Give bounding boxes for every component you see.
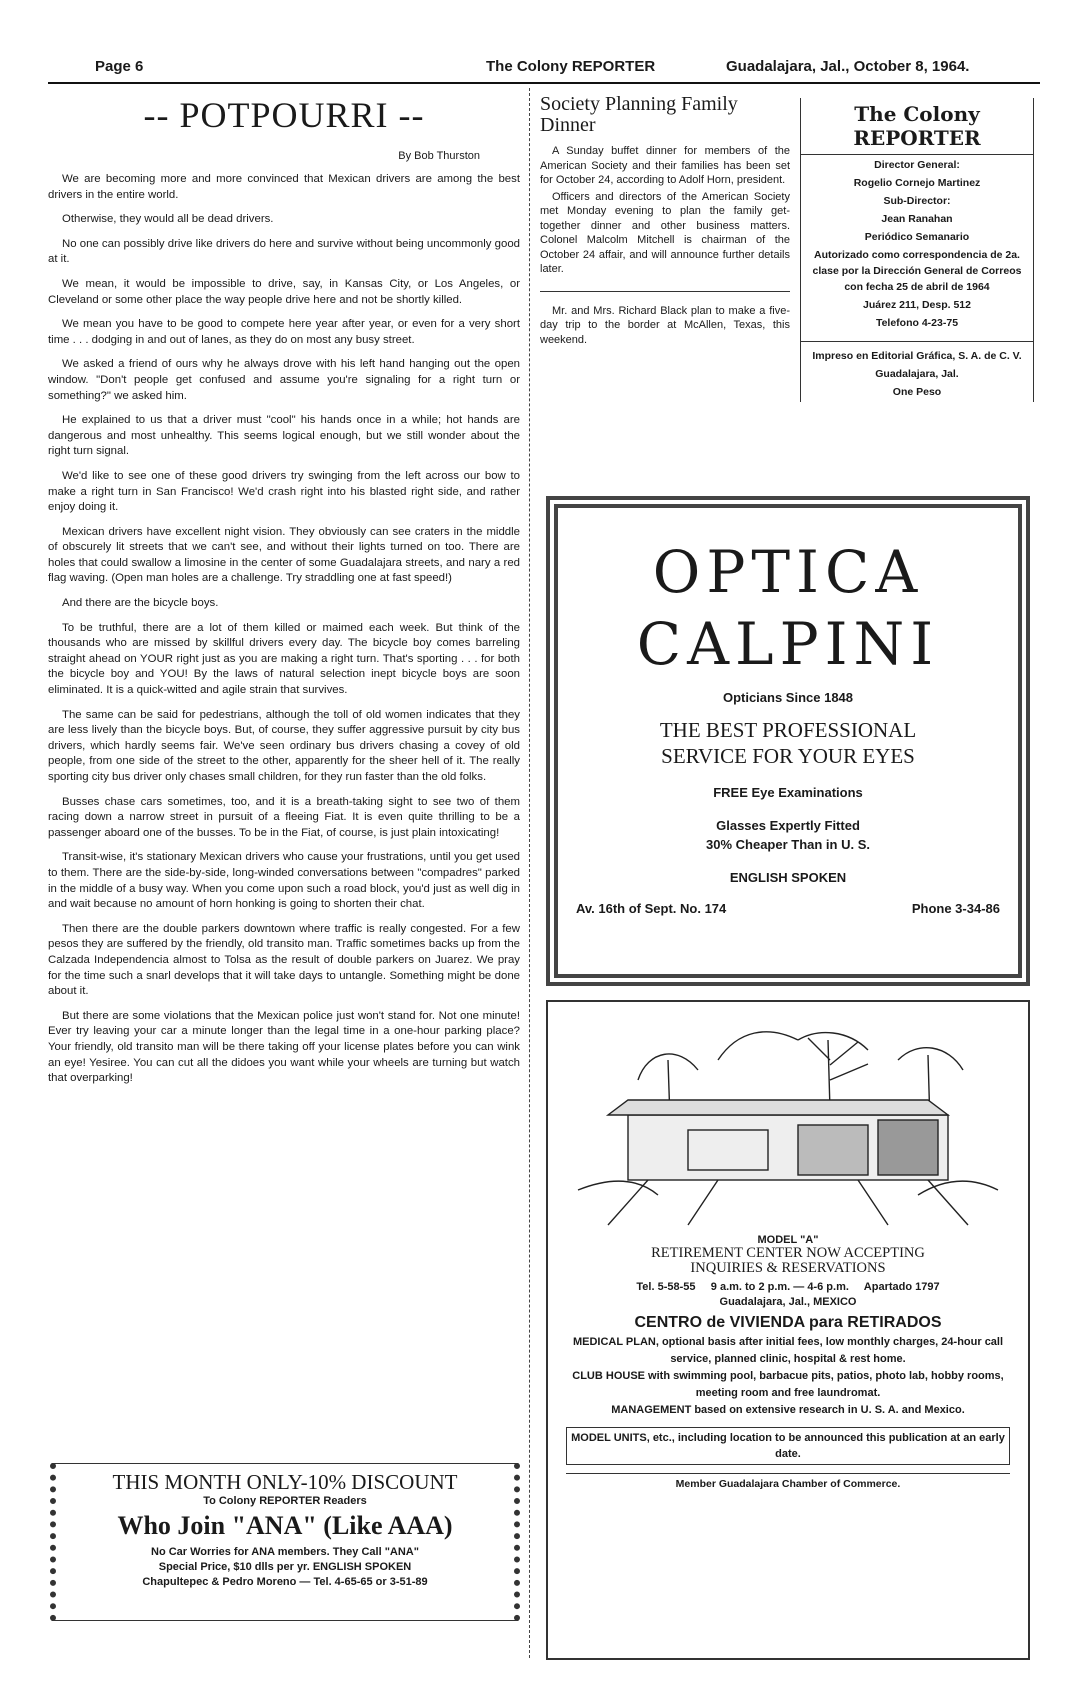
retirement-city: Guadalajara, Jal., MEXICO <box>719 1296 857 1308</box>
optica-advertisement <box>546 496 1030 986</box>
building-illustration <box>568 1020 1008 1230</box>
masthead-line: Sub-Director: <box>883 195 951 207</box>
optica-cheaper: 30% Cheaper Than in U. S. <box>706 837 870 852</box>
printer-line: Impreso en Editorial Gráfica, S. A. de C. V. <box>812 350 1022 362</box>
paragraph: We are becoming more and more convinced that Mexican drivers are among the best drivers in the entire world. <box>48 173 520 201</box>
optica-slogan: THE BEST PROFESSIONAL <box>659 718 917 742</box>
divider <box>801 341 1033 342</box>
dateline: Guadalajara, Jal., October 8, 1964. <box>726 58 970 75</box>
header-rule <box>48 82 1040 84</box>
masthead-line: Jean Ranahan <box>881 213 953 225</box>
paper-name: The Colony REPORTER <box>486 58 656 75</box>
paragraph: Mexican drivers have excellent night vision. They obviously can see craters in the middle of obscurely lit streets that we can't see, and without their lights turned on too. There are holes that could swallow a limosine in the center of some Guadalajara streets, and nary a red flag waving. (Open man holes are a challenge. Try straddling one at fast speed!) <box>48 525 520 585</box>
ana-line: Special Price, $10 dlls per yr. ENGLISH SPOKEN <box>158 1561 412 1573</box>
model-units-notice: MODEL UNITS, etc., including location to be announced this publication at an early date. <box>566 1427 1010 1465</box>
paragraph: We'd like to see one of these good drivers try swinging from the left across our bow to make a right turn in San Francisco! We'd crash right into his blasted right side, and rather enjoy doing it. <box>48 469 520 514</box>
optica-phone: Phone 3-34-86 <box>911 901 1000 916</box>
paragraph: He explained to us that a driver must "cool" his hands once in a while; hot hands are dangerous and most unhealthy. This seems logical enough, but we still wonder about the right turn signal. <box>48 414 520 458</box>
optica-free-exam: FREE Eye Examinations <box>713 785 863 800</box>
club-house: CLUB HOUSE with swimming pool, barbacue pits, patios, photo lab, hobby rooms, meeting room and free laundromat. <box>572 1370 1004 1399</box>
masthead-line: Telefono 4-23-75 <box>875 317 959 329</box>
paragraph: We asked a friend of ours why he always drove with his left hand hanging out the open window. "Don't people get confused and assume you're signaling for a right turn or something?" we asked him. <box>48 358 520 402</box>
paragraph: No one can possibly drive like drivers do here and survive without being uncommonly good at it. <box>48 237 520 266</box>
column-title: -- POTPOURRI -- <box>143 95 425 135</box>
paragraph: We mean, it would be impossible to drive, say, in Kansas City, or Los Angeles, or Cleveland or some other place the way people drive here and not be shortly killed. <box>48 277 520 306</box>
divider <box>540 291 790 292</box>
optica-contact <box>558 901 1018 916</box>
ana-advertisement <box>50 1463 520 1621</box>
retirement-spanish-title: CENTRO de VIVIENDA para RETIRADOS <box>634 1314 942 1331</box>
masthead-line: Periódico Semanario <box>864 231 970 243</box>
potpourri-column <box>48 88 520 1096</box>
masthead-line: Autorizado como correspondencia de 2a. clase por la Dirección General de Correos con fecha 25 de abril de 1964 <box>812 249 1022 293</box>
masthead-line: Juárez 211, Desp. 512 <box>863 299 971 311</box>
printer-line: One Peso <box>892 386 942 398</box>
optica-glasses: Glasses Expertly Fitted <box>716 818 860 833</box>
ana-discount-headline: THIS MONTH ONLY-10% DISCOUNT <box>112 1470 458 1494</box>
retirement-advertisement <box>546 1000 1030 1660</box>
masthead-title: The Colony REPORTER <box>801 98 1033 155</box>
optica-address: Av. 16th of Sept. No. 174 <box>576 901 727 916</box>
page-number: Page 6 <box>95 58 144 75</box>
column-divider <box>529 88 530 1658</box>
medical-plan: MEDICAL PLAN, optional basis after initial fees, low monthly charges, 24-hour call service, planned clinic, hospital & rest home. <box>572 1336 1004 1365</box>
calpini-name: CALPINI <box>636 610 940 678</box>
byline: By Bob Thurston <box>398 150 480 162</box>
paragraph: We mean you have to be good to compete here year after year, or even for a very short time . . . dodging in and out of lanes, as they do on most any busy street. <box>48 318 520 346</box>
society-title: Society Planning Family Dinner <box>540 93 738 136</box>
retirement-contact: Tel. 5-58-55 9 a.m. to 2 p.m. — 4-6 p.m. Apartado 1797 <box>636 1281 940 1293</box>
paragraph: A Sunday buffet dinner for members of the American Society and their families has been set for October 24, according to Adolf Horn, president. <box>540 145 790 186</box>
ana-join-headline: Who Join "ANA" (Like AAA) <box>117 1511 453 1540</box>
optica-english: ENGLISH SPOKEN <box>729 870 847 885</box>
ana-line: Chapultepec & Pedro Moreno — Tel. 4-65-65 or 3-51-89 <box>142 1576 428 1588</box>
masthead-line: Director General: <box>874 159 960 171</box>
ana-line: No Car Worries for ANA members. They Call "ANA" <box>151 1546 419 1558</box>
society-article <box>540 94 790 349</box>
ana-readers-line: To Colony REPORTER Readers <box>203 1495 367 1507</box>
retirement-headline: INQUIRIES & RESERVATIONS <box>690 1260 886 1276</box>
optica-slogan: SERVICE FOR YOUR EYES <box>661 744 915 768</box>
paragraph: Otherwise, they would all be dead drivers. <box>62 213 274 226</box>
paragraph: Busses chase cars sometimes, too, and it is a breath-taking sight to see two of them racing down a narrow street in pursuit of a fleeing Fiat. It is even quite thrilling to be a passenger aboard one of the busses. To be in the Fiat, of course, is just plain intoxicating! <box>48 795 520 839</box>
paragraph: Officers and directors of the American Society met Monday evening to plan the family get-together dinner and other business matters. Colonel Malcolm Mitchell is chairman of the October 24 affair, and will announce further details later. <box>540 190 790 275</box>
masthead-line: Rogelio Cornejo Martinez <box>853 177 981 189</box>
optica-name: OPTICA <box>652 538 924 606</box>
chamber-membership: Member Guadalajara Chamber of Commerce. <box>566 1473 1010 1490</box>
management: MANAGEMENT based on extensive research in U. S. A. and Mexico. <box>611 1404 965 1416</box>
retirement-headline: RETIREMENT CENTER NOW ACCEPTING <box>651 1245 925 1261</box>
optica-since: Opticians Since 1848 <box>722 690 854 705</box>
brief-item: Mr. and Mrs. Richard Black plan to make a five-day trip to the border at McAllen, Texas, this weekend. <box>540 304 790 346</box>
paragraph: To be truthful, there are a lot of them killed or maimed each week. But think of the thousands who are missed by skillful drivers every day. The bicycle boy comes barreling straight ahead on YOUR right just as you are making a right turn. That's sporting . . . for both the bicycle boy and YOU! By the laws of natural selection inept bicycle boys are soon eliminated. It is a quick-witted and agile strain that survives. <box>48 621 520 697</box>
masthead <box>800 98 1034 402</box>
paragraph: Transit-wise, it's stationary Mexican drivers who cause your frustrations, until you get used to them. There are the side-by-side, long-winded conversations between "compadres" parked in the middle of a busy way. When you come upon such a road block, you'd just as well dig in and wait because no amount of horn honking is going to shorten their chat. <box>48 851 520 911</box>
model-label: MODEL "A" <box>757 1234 819 1246</box>
paragraph: But there are some violations that the Mexican police just won't stand for. Not one minute! Ever try leaving your car a minute longer than the legal time in a one-hour parking place? Your friendly, old transito man will be there taking off your license plates before you can wink an eye! Yesiree. You can cut all the didoes you want while your wheels are turning but watch that overparking! <box>48 1009 520 1085</box>
paragraph: Then there are the double parkers downtown where traffic is really congested. For a few pesos they are suffered by the friendly, old transito man. Traffic sometimes backs up from the Calzada Independencia almost to Tolsa as the result of double parkers on Juarez. We pray for the time such a snarl develops that it will take days to untangle. Something might be done about it. <box>48 922 520 998</box>
paragraph: The same can be said for pedestrians, although the toll of old women indicates that they are less lively than the bicycle boys. But, of course, they suffer aggressive pursuit by city bus drivers, which hardly seems fair. We've seen ordinary bus drivers chasing a covey of old people, from one side of the street to the other, apparently for the sheer hell of it. The really sporting city bus driver only chases small children, for they run faster than the old folks. <box>48 708 520 783</box>
paragraph: And there are the bicycle boys. <box>62 597 219 610</box>
article-body <box>48 172 520 1087</box>
printer-line: Guadalajara, Jal. <box>875 368 959 380</box>
